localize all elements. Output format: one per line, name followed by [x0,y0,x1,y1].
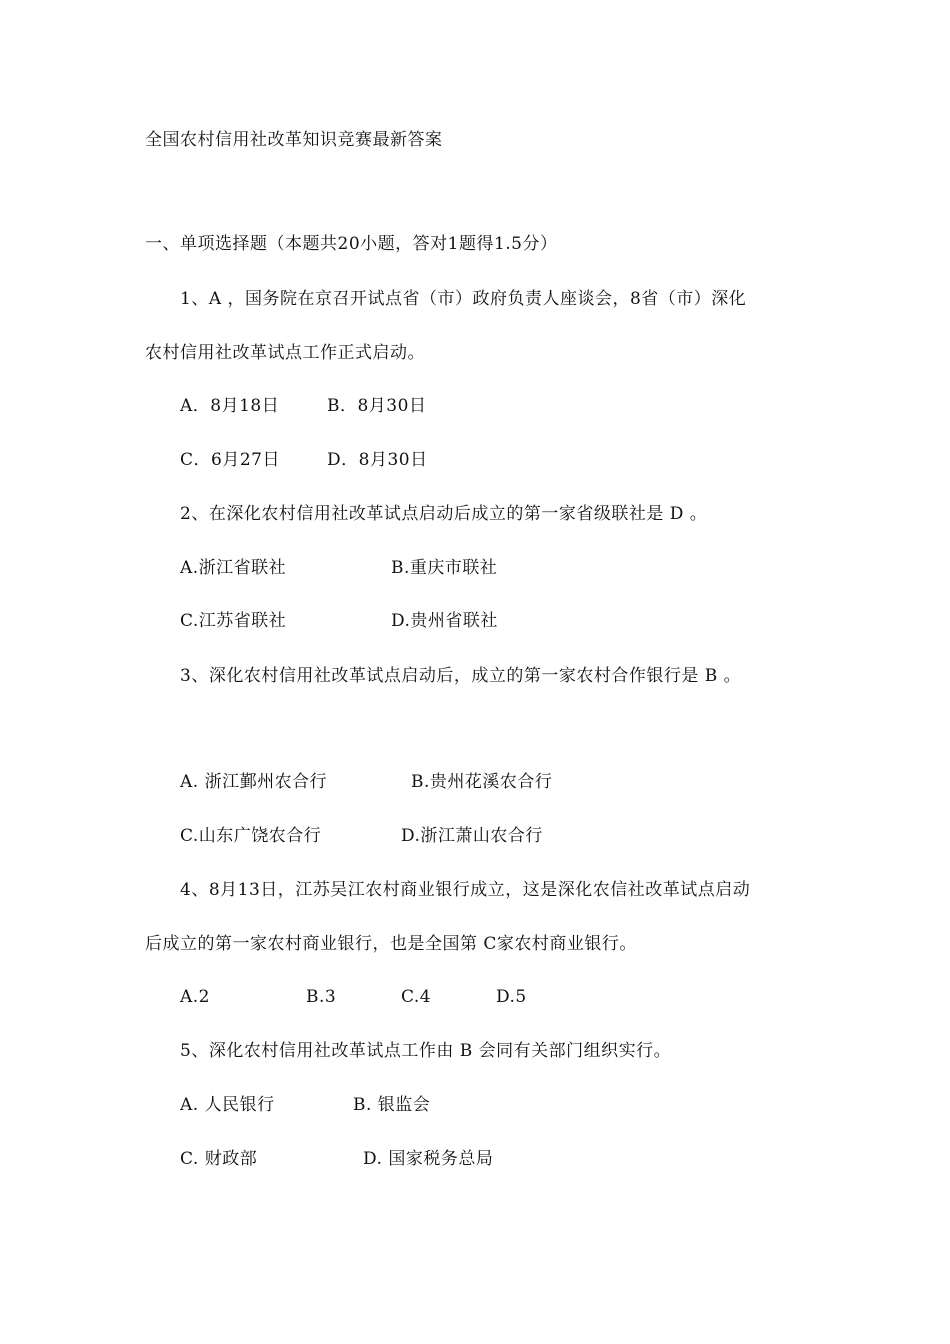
question-1-option-a: A．8月18日 [180,396,280,416]
question-3-option-a: A. 浙江鄞州农合行 [180,772,328,792]
question-4-line-2: 后成立的第一家农村商业银行，也是全国第 C家农村商业银行。 [145,934,637,954]
question-1-line-1: 1、A ，国务院在京召开试点省（市）政府负责人座谈会，8省（市）深化 [180,289,747,309]
question-1-option-b: B．8月30日 [327,396,427,416]
question-4-option-d: D.5 [496,987,527,1007]
question-1-option-c: C．6月27日 [180,450,280,470]
section-heading: 一、单项选择题（本题共20小题，答对1题得1.5分） [145,234,558,254]
question-2-option-d: D.贵州省联社 [391,611,498,631]
question-4-line-1: 4、8月13日，江苏吴江农村商业银行成立，这是深化农信社改革试点启动 [180,880,751,900]
question-2-option-a: A.浙江省联社 [180,558,287,578]
question-2-option-c: C.江苏省联社 [180,611,287,631]
question-5-option-c: C. 财政部 [180,1149,258,1169]
question-4-option-b: B.3 [306,987,337,1007]
question-3-line-1: 3、深化农村信用社改革试点启动后，成立的第一家农村合作银行是 B 。 [180,666,742,686]
question-1-line-2: 农村信用社改革试点工作正式启动。 [145,343,425,363]
question-1-option-d: D．8月30日 [327,450,428,470]
question-3-option-d: D.浙江萧山农合行 [401,826,543,846]
question-5-option-a: A. 人民银行 [180,1095,275,1115]
question-4-option-a: A.2 [180,987,210,1007]
question-5-line-1: 5、深化农村信用社改革试点工作由 B 会同有关部门组织实行。 [180,1041,672,1061]
question-5-option-d: D. 国家税务总局 [363,1149,494,1169]
question-3-option-b: B.贵州花溪农合行 [411,772,553,792]
question-2-line-1: 2、在深化农村信用社改革试点启动后成立的第一家省级联社是 D 。 [180,504,708,524]
question-4-option-c: C.4 [401,987,432,1007]
question-3-option-c: C.山东广饶农合行 [180,826,322,846]
document-title: 全国农村信用社改革知识竞赛最新答案 [145,130,443,150]
question-2-option-b: B.重庆市联社 [391,558,498,578]
question-5-option-b: B. 银监会 [353,1095,431,1115]
